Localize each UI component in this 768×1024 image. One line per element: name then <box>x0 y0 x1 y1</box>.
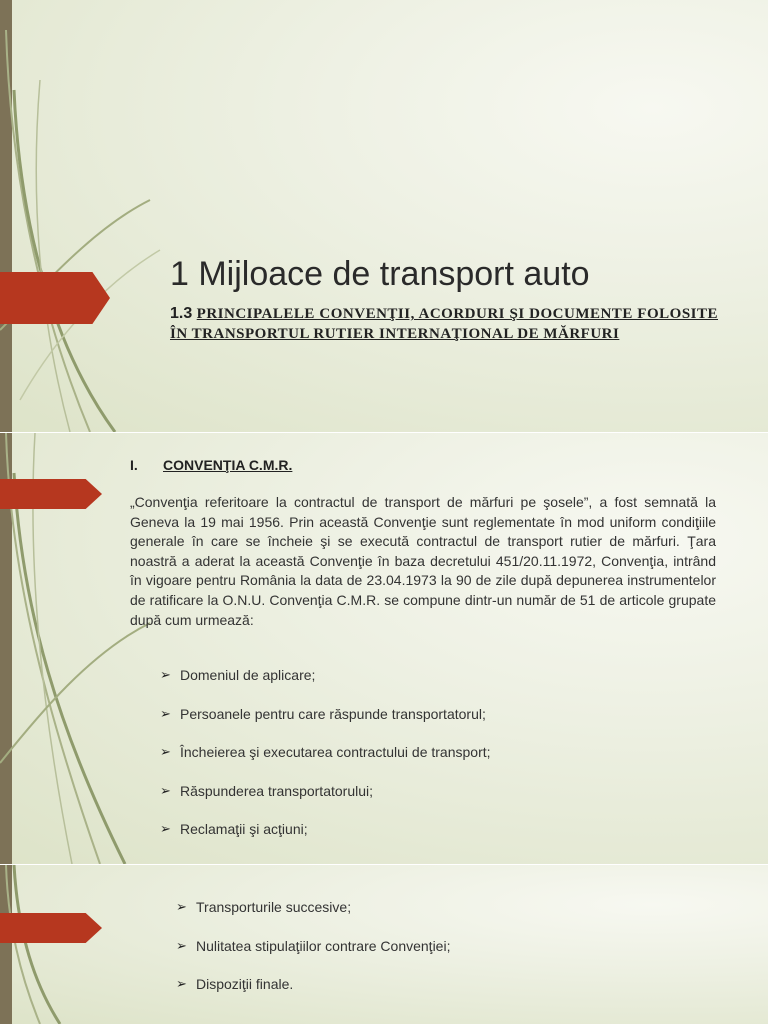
section-subtitle <box>170 304 718 344</box>
list-item-label: Persoanele pentru care răspunde transportatorul; <box>180 705 486 722</box>
decorative-curves <box>0 865 200 1024</box>
body-paragraph: „Convenţia referitoare la contractul de transport de mărfuri pe şosele”, a fost semnată la Geneva la 19 mai 1956. Prin această Convenţie sunt reglementate în mod uniform condiţiile generale în care se încheie şi se execută contractul de transport rutier de mărfuri. Ţara noastră a aderat la această Convenţie în baza decretului 451/20.11.1972, Convenţia, intrând în vigoare pentru România la data de 23.04.1973 la 90 de zile după depunerea instrumentelor de ratificare la O.N.U. Convenţia C.M.R. se compune dintr-un număr de 51 de articole grupate după cum urmează: <box>130 494 716 628</box>
list-item-label: Nulitatea stipulaţiilor contrare Convenţiei; <box>196 937 451 954</box>
list-item <box>160 783 491 822</box>
accent-arrow <box>0 479 102 509</box>
list-item-label: Dispoziţii finale. <box>196 976 294 992</box>
arrow-bullet-icon: ➢ <box>160 667 171 682</box>
section-title: PRINCIPALELE CONVENŢII, ACORDURI ŞI DOCUMENTE FOLOSITE ÎN TRANSPORTUL RUTIER INTERNAŢIONAL DE MĂRFURI <box>170 306 719 342</box>
list-item-label: Transporturile succesive; <box>196 899 352 915</box>
arrow-bullet-icon: ➢ <box>160 782 171 798</box>
list-item-label: Domeniul de aplicare; <box>180 667 316 683</box>
page-title: 1 Mijloace de transport auto <box>170 255 590 293</box>
slide-cmr <box>0 433 768 864</box>
list-item-label: Reclamaţii şi acţiuni; <box>180 821 308 837</box>
decorative-curves <box>0 0 200 432</box>
list-item <box>160 744 491 783</box>
list-item <box>160 821 491 860</box>
accent-arrow <box>0 272 110 324</box>
list-item <box>160 706 491 745</box>
accent-arrow <box>0 913 102 943</box>
arrow-bullet-icon: ➢ <box>176 937 187 953</box>
arrow-bullet-icon: ➢ <box>160 821 171 836</box>
arrow-bullet-icon: ➢ <box>160 705 171 721</box>
arrow-bullet-icon: ➢ <box>176 899 187 914</box>
list-item <box>160 667 491 706</box>
section-heading <box>130 457 292 473</box>
slide-title <box>0 0 768 432</box>
list-item-label: Încheierea şi executarea contractului de transport; <box>180 744 491 760</box>
section-number: 1.3 <box>170 305 193 322</box>
list-item <box>176 976 450 1015</box>
heading-number: I. <box>130 457 138 473</box>
heading-text: CONVENŢIA C.M.R. <box>163 457 293 473</box>
arrow-bullet-icon: ➢ <box>176 976 187 991</box>
list-item <box>176 899 450 938</box>
list-item-label: Răspunderea transportatorului; <box>180 782 374 799</box>
articles-list-continued <box>176 899 450 1015</box>
list-item <box>176 938 450 977</box>
arrow-bullet-icon: ➢ <box>160 744 171 759</box>
slide-cmr-continued <box>0 865 768 1024</box>
articles-list <box>160 667 491 860</box>
